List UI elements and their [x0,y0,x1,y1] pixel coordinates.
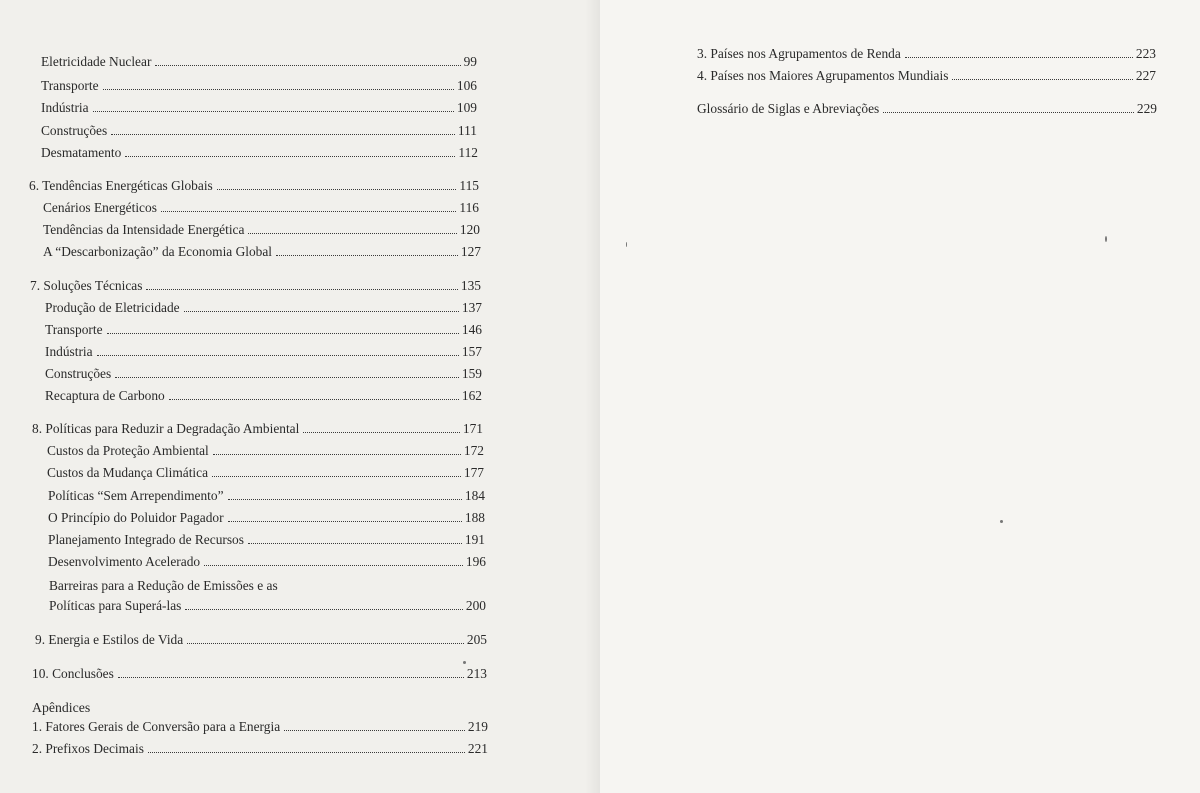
toc-entry-label: Transporte [45,322,103,337]
toc-entry-page: 111 [457,123,477,138]
toc-entry-label: Custos da Mudança Climática [47,465,209,480]
toc-entry-label: 3. Países nos Agrupamentos de Renda [697,46,901,61]
toc-entry-industria [41,100,477,116]
toc-entry-label: 4. Países nos Maiores Agrupamentos Mundiais [697,68,949,83]
toc-entry-page: 219 [467,719,488,734]
toc-appendix-1 [32,719,488,735]
toc-entry-construcoes [45,366,482,382]
dot-leader [248,233,456,234]
toc-entry-construcoes [41,123,477,139]
toc-entry-industria [45,344,482,360]
dot-leader [303,432,460,433]
toc-entry-page: 135 [460,278,481,293]
toc-entry-label: Políticas “Sem Arrependimento” [48,488,224,503]
dot-leader [115,377,459,378]
toc-entry-page: 162 [461,388,482,403]
toc-entry-page: 159 [461,366,482,381]
dot-leader [204,565,463,566]
dot-leader [97,355,459,356]
toc-entry-label: 2. Prefixos Decimais [32,741,144,756]
toc-chapter-10 [32,666,487,682]
toc-entry-label: Indústria [45,344,93,359]
toc-entry-label: Produção de Eletricidade [45,300,180,315]
toc-entry-label: Recaptura de Carbono [45,388,165,403]
toc-entry-label: Desenvolvimento Acelerado [48,554,201,569]
paper-speck [626,242,627,247]
paper-speck [1105,236,1107,242]
toc-chapter-6 [29,178,479,194]
dot-leader [161,211,456,212]
toc-entry-label: 8. Políticas para Reduzir a Degradação Ambiental [32,421,300,436]
toc-entry-label: Políticas para Superá-las [49,598,182,613]
toc-entry-label: O Princípio do Poluidor Pagador [48,510,224,525]
toc-entry-barreiras [49,598,486,614]
toc-entry-intensidade [43,222,480,238]
toc-entry-poluidor-pagador [48,510,485,526]
toc-appendix-3 [697,46,1156,62]
toc-entry-label: A “Descarbonização” da Economia Global [43,244,273,259]
toc-entry-page: 120 [459,222,480,237]
toc-entry-label: Cenários Energéticos [43,200,157,215]
toc-entry-transporte [45,322,482,338]
toc-glossario [697,101,1157,117]
dot-leader [107,333,459,334]
toc-entry-page: 184 [464,488,485,503]
dot-leader [148,752,465,753]
toc-entry-label: Glossário de Siglas e Abreviações [697,101,880,116]
toc-chapter-7 [30,278,481,294]
toc-chapter-9 [35,632,487,648]
dot-leader [213,454,461,455]
toc-entry-desmatamento [41,145,478,161]
toc-entry-page: 191 [464,532,485,547]
dot-leader [111,134,455,135]
dot-leader [103,89,454,90]
toc-appendix-2 [32,741,488,757]
paper-speck [1000,520,1003,523]
toc-entry-label: Tendências da Intensidade Energética [43,222,245,237]
dot-leader [118,677,464,678]
toc-entry-page: 106 [456,78,477,93]
dot-leader [276,255,458,256]
toc-entry-label: Eletricidade Nuclear [41,54,152,69]
toc-entry-page: 213 [466,666,487,681]
dot-leader [125,156,455,157]
toc-entry-label: Construções [45,366,112,381]
toc-entry-page: 227 [1135,68,1156,83]
toc-entry-label: Indústria [41,100,89,115]
toc-entry-page: 171 [462,421,483,436]
toc-entry-page: 146 [461,322,482,337]
toc-entry-page: 177 [463,465,484,480]
toc-entry-eletricidade-nuclear [41,54,477,70]
dot-leader [217,189,457,190]
toc-entry-page: 196 [465,554,486,569]
toc-entry-transporte [41,78,477,94]
toc-entry-page: 205 [466,632,487,647]
toc-chapter-8 [32,421,483,437]
dot-leader [905,57,1133,58]
toc-entry-page: 229 [1136,101,1157,116]
dot-leader [185,609,463,610]
right-page [600,0,1200,793]
toc-entry-page: 157 [461,344,482,359]
toc-entry-label: Transporte [41,78,99,93]
toc-entry-label: 1. Fatores Gerais de Conversão para a Energia [32,719,281,734]
toc-entry-cenarios [43,200,479,216]
toc-entry-label: 7. Soluções Técnicas [30,278,143,293]
toc-entry-page: 223 [1135,46,1156,61]
toc-entry-label: Custos da Proteção Ambiental [47,443,209,458]
toc-entry-label: 9. Energia e Estilos de Vida [35,632,184,647]
dot-leader [952,79,1132,80]
toc-entry-custos-mudanca [47,465,484,481]
toc-appendix-4 [697,68,1156,84]
toc-entry-recaptura [45,388,482,404]
toc-entry-label: Planejamento Integrado de Recursos [48,532,244,547]
toc-entry-page: 172 [463,443,484,458]
dot-leader [187,643,464,644]
toc-entry-page: 221 [467,741,488,756]
toc-entry-page: 112 [458,145,478,160]
toc-entry-page: 200 [465,598,486,613]
toc-entry-page: 109 [456,100,477,115]
toc-entry-custos-protecao [47,443,484,459]
toc-entry-planejamento [48,532,485,548]
toc-entry-page: 115 [459,178,479,193]
dot-leader [93,111,454,112]
toc-entry-page: 99 [463,54,477,69]
toc-entry-sem-arrependimento [48,488,485,504]
toc-entry-label: 6. Tendências Energéticas Globais [29,178,213,193]
toc-entry-desenvolvimento [48,554,486,570]
dot-leader [284,730,465,731]
toc-entry-barreiras-line1: Barreiras para a Redução de Emissões e as [49,578,278,593]
dot-leader [184,311,459,312]
dot-leader [155,65,460,66]
toc-entry-label: Desmatamento [41,145,122,160]
toc-entry-label: Construções [41,123,108,138]
toc-entry-descarbonizacao [43,244,481,260]
dot-leader [883,112,1134,113]
toc-entry-page: 188 [464,510,485,525]
toc-entry-page: 127 [460,244,481,259]
dot-leader [228,499,462,500]
appendices-heading: Apêndices [32,700,91,715]
dot-leader [212,476,461,477]
toc-entry-page: 137 [461,300,482,315]
toc-entry-producao [45,300,482,316]
dot-leader [169,399,459,400]
dot-leader [248,543,462,544]
toc-entry-label: 10. Conclusões [32,666,114,681]
ink-speck [463,661,466,664]
dot-leader [228,521,462,522]
toc-entry-page: 116 [459,200,479,215]
dot-leader [146,289,457,290]
